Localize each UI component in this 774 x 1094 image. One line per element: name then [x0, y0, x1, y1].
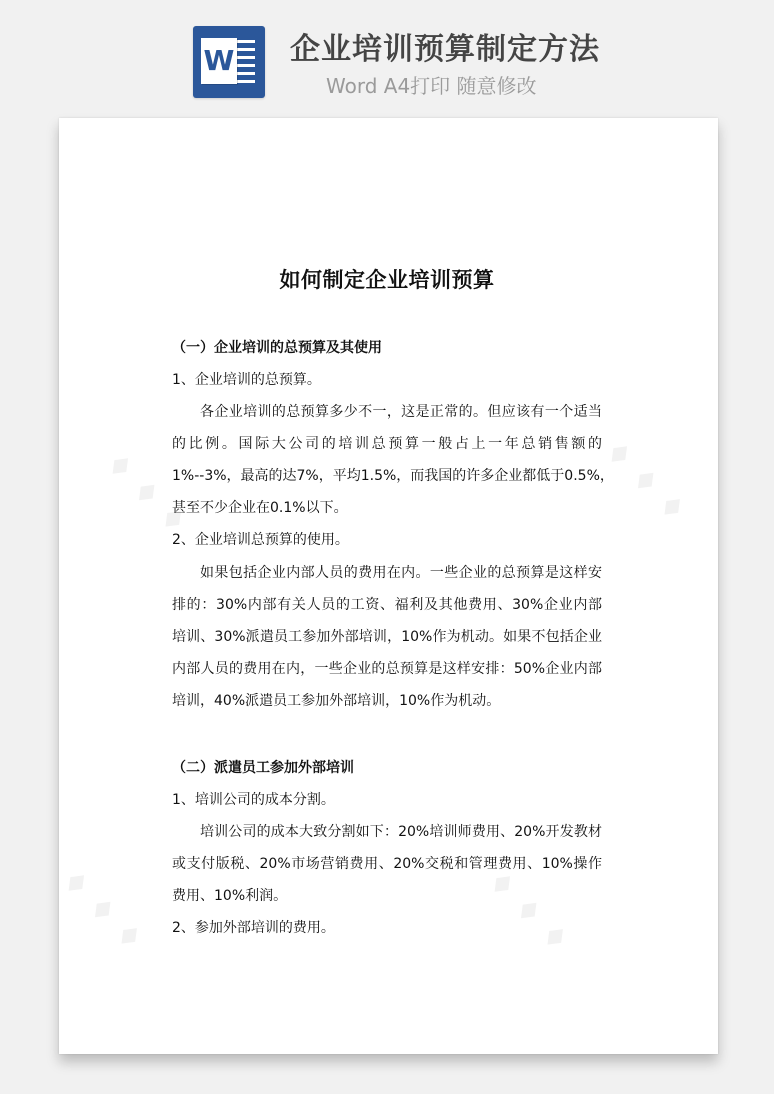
paragraph-line: 各企业培训的总预算多少不一，这是正常的。但应该有一个适当 [200, 404, 602, 420]
watermark: ♦ ♦ ♦ [97, 445, 195, 542]
subheading: 1、培训公司的成本分割。 [172, 792, 335, 808]
document-title: 如何制定企业培训预算 [279, 268, 495, 292]
section-heading: （二）派遣员工参加外部培训 [172, 760, 354, 776]
paragraph-line: 甚至不少企业在0.1%以下。 [172, 500, 348, 516]
paragraph-line: 费用、10%利润。 [172, 888, 288, 904]
page-subtitle: Word A4打印 随意修改 [326, 74, 537, 98]
section-heading: （一）企业培训的总预算及其使用 [172, 340, 382, 356]
watermark: ♦ ♦ ♦ [53, 862, 151, 959]
paragraph-line: 或支付版税、20%市场营销费用、20%交税和管理费用、10%操作 [172, 856, 602, 872]
paragraph-line: 内部人员的费用在内，一些企业的总预算是这样安排：50%企业内部 [172, 661, 602, 677]
subheading: 2、企业培训总预算的使用。 [172, 532, 349, 548]
paragraph-line: 的比例。国际大公司的培训总预算一般占上一年总销售额的 [172, 436, 602, 452]
page-title: 企业培训预算制定方法 [290, 32, 600, 67]
paragraph-line: 如果包括企业内部人员的费用在内。一些企业的总预算是这样安 [200, 565, 602, 581]
watermark: ♦ ♦ ♦ [479, 863, 577, 960]
paragraph-line: 1%--3%，最高的达7%，平均1.5%，而我国的许多企业都低于0.5%， [172, 468, 614, 484]
watermark: ♦ ♦ ♦ [596, 433, 694, 530]
paragraph-line: 排的：30%内部有关人员的工资、福利及其他费用、30%企业内部 [172, 597, 602, 613]
word-letter-icon: W [201, 38, 237, 84]
subheading: 2、参加外部培训的费用。 [172, 920, 335, 936]
page-header [0, 0, 774, 110]
paragraph-line: 培训、30%派遣员工参加外部培训，10%作为机动。如果不包括企业 [172, 629, 602, 645]
paragraph-line: 培训，40%派遣员工参加外部培训，10%作为机动。 [172, 693, 501, 709]
subheading: 1、企业培训的总预算。 [172, 372, 321, 388]
document-page [53, 118, 718, 1054]
word-file-icon [193, 26, 265, 98]
paragraph-line: 培训公司的成本大致分割如下：20%培训师费用、20%开发教材 [200, 824, 602, 840]
